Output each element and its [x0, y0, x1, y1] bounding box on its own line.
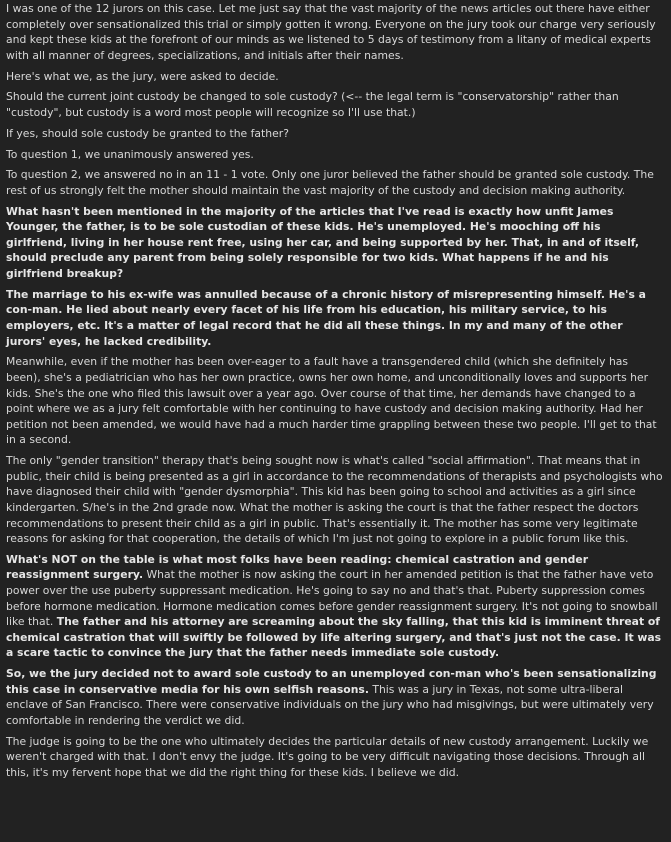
paragraph-question-1: Should the current joint custody be changed to sole custody? (<-- the legal term is "conservatorship" rather than "custody", but custody is a word most people will recognize so I'll use that.) — [6, 90, 619, 119]
paragraph-intro: I was one of the 12 jurors on this case. Let me just say that the vast majority of the news articles out there have either completely over sensationalized this trial or simply gotten it wrong. Everyone on the jury took our charge very seriously and kept these kids at the forefront of our minds as we listened to 5 days of testimony from a litany of medical experts with all manner of degrees, specializations, and initials after their names. — [6, 2, 656, 62]
paragraph-answer-2: To question 2, we answered no in an 11 - 1 vote. Only one juror believed the father should be granted sole custody. The rest of us strongly felt the mother should maintain the vast majority of the custody and decision making authority. — [6, 168, 654, 197]
comment-body — [0, 1, 671, 781]
plain-text: What the mother is now asking the court in her amended petition is that the father have veto power over the use puberty suppressant medication. He's going to say no and that's that. Puberty suppression comes before hormone medication. Hormone medication comes before gender reassignment surgery. It's not going to snowball like that. — [6, 568, 658, 629]
paragraph-verdict — [6, 666, 663, 728]
bold-text: What hasn't been mentioned in the majority of the articles that I've read is exactly how unfit James Younger, the father, is to be sole custodian of these kids. He's unemployed. He's mooching off his girlfriend, living in her house rent free, using her car, and being supported by her. That, in and of itself, should preclude any parent from being solely responsible for two kids. What happens if he and his girlfriend breakup? — [6, 204, 639, 281]
bold-text: What's NOT on the table is what most folks have been reading: chemical castration and gender reassignment surgery. — [6, 552, 589, 582]
paragraph-annulment — [6, 287, 663, 349]
paragraph-jury-question-intro: Here's what we, as the jury, were asked to decide. — [6, 69, 279, 83]
paragraph-social-affirmation: The only "gender transition" therapy that's being sought now is what's called "social affirmation". That means that in public, their child is being presented as a girl in accordance to the recommendations of therapists and psychologists who have diagnosed their child with "gender dysmorphia". This kid has been going to school and activities as a girl since kindergarten. S/he's in the 2nd grade now. What the mother is asking the court is that the father respect the doctors recommendations to present their child as a girl in public. That's essentially it. The mother has some very legitimate reasons for asking for that cooperation, the details of which I'm just not going to explore in a public forum like this. — [6, 454, 663, 546]
plain-text: This was a jury in Texas, not some ultra-liberal enclave of San Francisco. There were conservative individuals on the jury who had misgivings, but were ultimately very comfortable in rendering the verdict we did. — [6, 682, 654, 727]
bold-text: The marriage to his ex-wife was annulled because of a chronic history of misrepresenting himself. He's a con-man. He lied about nearly every facet of his life from his education, his military service, to his employers, etc. It's a matter of legal record that he did all these things. In my and many of the other jurors' eyes, he lacked credibility. — [6, 287, 646, 348]
bold-text: So, we the jury decided not to award sole custody to an unemployed con-man who's been sensationalizing this case in conservative media for his own selfish reasons. — [6, 667, 657, 696]
paragraph-not-on-table — [6, 552, 663, 661]
paragraph-father-unfit — [6, 204, 663, 282]
paragraph-mother: Meanwhile, even if the mother has been over-eager to a fault have a transgendered child (which she definitely has been), she's a pediatrician who has her own practice, owns her own home, and unconditionally loves and supports her kids. She's the one who filed this lawsuit over a year ago. Over course of that time, her demands have changed to a point where we as a jury felt comfortable with her continuing to have custody and decision making authority. Had her petition not been amended, we would have had a much harder time grappling between these two people. I'll get to that in a second. — [6, 355, 657, 447]
paragraph-question-2: If yes, should sole custody be granted to the father? — [6, 126, 289, 140]
bold-text: The father and his attorney are screaming about the sky falling, that this kid is imminent threat of chemical castration that will swiftly be followed by life altering surgery, and that's just not the case. It was a scare tactic to convince the jury that the father needs immediate sole custody. — [6, 615, 662, 660]
paragraph-answer-1: To question 1, we unanimously answered yes. — [6, 147, 254, 161]
paragraph-judge: The judge is going to be the one who ultimately decides the particular details of new custody arrangement. Luckily we weren't charged with that. I don't envy the judge. It's going to be very difficult navigating those decisions. Through all this, it's my fervent hope that we did the right thing for these kids. I believe we did. — [6, 734, 649, 779]
